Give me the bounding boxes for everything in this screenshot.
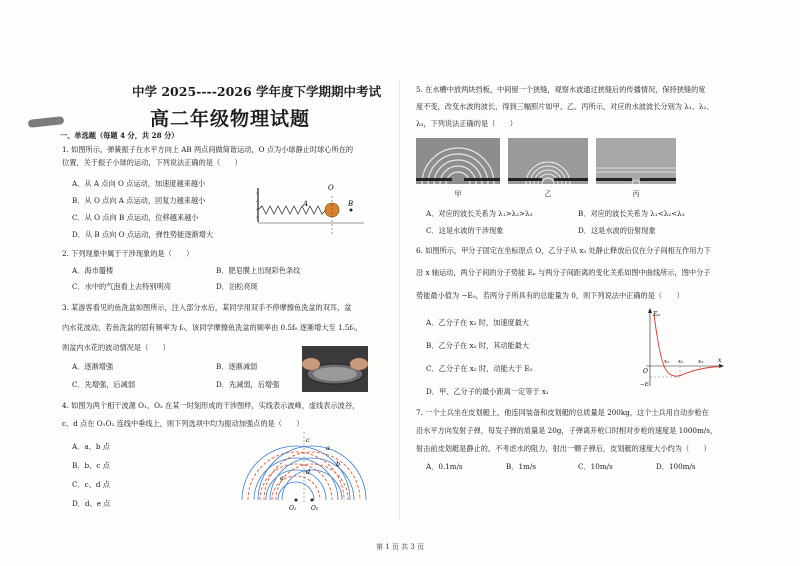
q3-option-a[interactable]: A．逐渐增强 xyxy=(72,362,114,371)
barrier-right xyxy=(640,178,676,181)
q5-option-d[interactable]: D．这是水波的衍射现象 xyxy=(578,226,656,235)
q7-line: 沿水平方向发射子弹，每发子弹的质量是 20g，子弹离开枪口时相对步枪的速度是 1000m/s， xyxy=(416,426,718,435)
ripple-photo-yi xyxy=(508,138,588,184)
q7-option-d[interactable]: D．100m/s xyxy=(656,462,696,471)
q5-line: λ₃，下列说法正确的是（ ） xyxy=(416,119,517,128)
label-x2: x₂ xyxy=(678,359,684,365)
basin-water xyxy=(313,367,357,381)
q4-option-d[interactable]: D．d、e 点 xyxy=(72,499,111,508)
barrier-left xyxy=(596,178,632,181)
caption-bing: 丙 xyxy=(632,190,640,198)
barrier-left xyxy=(508,178,542,181)
spring xyxy=(258,206,326,214)
label-b: b xyxy=(336,460,341,468)
q4-line: 4. 如图为两个相干波源 O₁、O₂ 在某一时刻形成的干涉图样，实线表示波峰，虚线表示波谷， xyxy=(62,401,360,410)
q4-option-c[interactable]: C．c、d 点 xyxy=(72,480,110,489)
q7-option-c[interactable]: C．10m/s xyxy=(578,462,613,471)
q7-line: 7. 一个士兵坐在皮划艇上，他连同装备和皮划艇的总质量是 200kg，这个士兵用自动步枪在 xyxy=(416,408,709,417)
column-divider xyxy=(399,80,400,520)
q1-option-d[interactable]: D．从 B 点向 O 点运动，弹性势能逐渐增大 xyxy=(72,230,214,239)
photo-background xyxy=(596,138,676,184)
label-o1: O₁ xyxy=(289,505,297,512)
q5-option-c[interactable]: C．这是水波的干涉现象 xyxy=(426,226,504,235)
q7-option-a[interactable]: A．0.1m/s xyxy=(426,462,463,471)
left-column xyxy=(60,0,398,566)
interference-pattern-figure xyxy=(240,428,368,512)
q6-line: 6. 如图所示，甲分子固定在坐标原点 O，乙分子从 x₃ 处静止释放后仅在分子间相互作用力下 xyxy=(416,246,711,255)
q6-option-a[interactable]: A．乙分子在 x₃ 时，加速度最大 xyxy=(426,318,529,327)
left-hand xyxy=(302,358,320,370)
label-o: O xyxy=(328,184,334,192)
x-axis-arrow xyxy=(719,364,724,368)
wave-trough xyxy=(276,464,348,500)
label-c: c xyxy=(306,436,310,444)
q3-line: 内水花波动，若鱼洗盆的固有频率为 f₀，该同学摩擦鱼洗盆的频率由 0.5f₀ 逐渐增大至 1.5f₀， xyxy=(62,323,363,332)
q6-option-c[interactable]: C．乙分子在 x₂ 时，动能大于 E₀ xyxy=(426,364,533,373)
label-o: O xyxy=(643,368,648,375)
q5-line: 度不变，改变水波的波长，得到三幅照片如甲、乙、丙所示，对应的水波波长分别为 λ₁、λ₂、 xyxy=(416,102,714,111)
q6-line: 沿 x 轴运动，两分子间的分子势能 Eₚ 与两分子间距离的变化关系如图中曲线所示，图中分子 xyxy=(416,268,711,277)
label-x: x xyxy=(718,357,722,364)
q2-option-d[interactable]: D．泊松亮斑 xyxy=(216,282,258,291)
q4-option-a[interactable]: A．a、b 点 xyxy=(72,442,110,451)
q3-option-d[interactable]: D．先减弱，后增强 xyxy=(216,380,280,389)
page-title: 高二年级物理试题 xyxy=(150,108,311,130)
q3-option-c[interactable]: C．先增强，后减弱 xyxy=(72,380,136,389)
q1-option-a[interactable]: A．从 A 点向 O 点运动，加速度越来越小 xyxy=(72,179,206,188)
q2-option-b[interactable]: B．肥皂膜上出现彩色条纹 xyxy=(216,266,301,275)
q6-line: 势能最小值为 −E₀，若两分子所具有的总能量为 0，则下列说法中正确的是（ ） xyxy=(416,291,684,300)
q6-option-d[interactable]: D．甲、乙分子的最小距离一定等于 x₁ xyxy=(426,387,549,396)
q2-option-a[interactable]: A．海市蜃楼 xyxy=(72,266,114,275)
barrier-right xyxy=(464,178,500,181)
ep-axis-arrow xyxy=(648,308,652,313)
spring-oscillator-figure xyxy=(256,176,366,236)
source-o2 xyxy=(311,499,314,502)
caption-yi: 乙 xyxy=(544,190,552,198)
photo-background xyxy=(508,138,588,184)
potential-energy-graph xyxy=(640,306,726,390)
caption-jia: 甲 xyxy=(454,190,462,198)
q5-option-a[interactable]: A．对应的波长关系为 λ₁>λ₂>λ₃ xyxy=(426,209,533,218)
q3-option-b[interactable]: B．逐渐减弱 xyxy=(216,362,258,371)
label-e: e xyxy=(280,474,284,482)
fish-basin-photo xyxy=(302,346,368,392)
source-o1 xyxy=(295,499,298,502)
ink-blot xyxy=(28,116,65,128)
label-a: A xyxy=(303,200,309,208)
label-b: B xyxy=(348,200,354,208)
q4-option-b[interactable]: B．b、c 点 xyxy=(72,461,110,470)
q6-option-b[interactable]: B．乙分子在 x₂ 时，其动能最大 xyxy=(426,341,530,350)
q3-line: 3. 某游客看见的鱼洗盆如图所示，注入部分水后，某同学用双手不停摩擦鱼洗盆的双耳，盆 xyxy=(62,303,352,312)
right-column xyxy=(408,0,780,566)
ep-curve xyxy=(654,314,720,376)
q7-line: 射击前皮划艇是静止的，不考虑水的阻力，射出一颗子弹后，皮划艇的速度大小约为（ ） xyxy=(416,444,711,453)
q2-option-c[interactable]: C．水中的气泡看上去特别明亮 xyxy=(72,282,171,291)
q7-option-b[interactable]: B．1m/s xyxy=(506,462,536,471)
exam-header: 中学 2025----2026 学年度下学期期中考试 xyxy=(132,84,382,99)
q1-line: 位置，关于振子小球的运动，下列说法正确的是（ ） xyxy=(62,158,242,167)
barrier-left xyxy=(416,178,452,181)
q5-option-b[interactable]: B．对应的波长关系为 λ₁<λ₂<λ₃ xyxy=(578,209,685,218)
section-heading: 一、单选题（每题 4 分，共 28 分） xyxy=(60,131,179,140)
q2-stem: 2. 下列现象中属于干涉现象的是（ ） xyxy=(62,249,194,258)
ripple-photo-bing xyxy=(596,138,676,184)
ripple-photo-jia xyxy=(416,138,500,184)
point-b-marker xyxy=(350,209,353,212)
label-ep: Eₚ xyxy=(653,311,660,318)
barrier-right xyxy=(554,178,588,181)
q5-line: 5. 在水槽中放两块挡板，中间留一个狭缝，观察水波通过狭缝后的传播情况，保持狭缝的宽 xyxy=(416,85,706,94)
q3-line: 则盆内水花的波动情况是（ ） xyxy=(62,343,170,352)
q1-option-b[interactable]: B．从 O 点向 A 点运动，回复力越来越小 xyxy=(72,196,206,205)
q4-line: c、d 点在 O₁O₂ 连线中垂线上，则下列选项中均为振动加强点的是（ ） xyxy=(62,419,304,428)
q1-line: 1. 如图所示，弹簧振子在水平方向上 AB 两点间做简谐运动，O 点为小球静止时球心所在的 xyxy=(62,145,354,154)
right-hand xyxy=(350,358,368,370)
label-o2: O₂ xyxy=(311,505,319,512)
label-a: a xyxy=(326,444,330,452)
page-number: 第 1 页 共 3 页 xyxy=(375,543,425,551)
label-e0: −E₀ xyxy=(640,382,651,388)
label-x1: x₁ xyxy=(664,359,670,365)
label-d: d xyxy=(306,468,311,476)
q1-option-c[interactable]: C．从 O 点向 B 点运动，位移越来越小 xyxy=(72,213,199,222)
label-x3: x₃ xyxy=(698,359,704,365)
